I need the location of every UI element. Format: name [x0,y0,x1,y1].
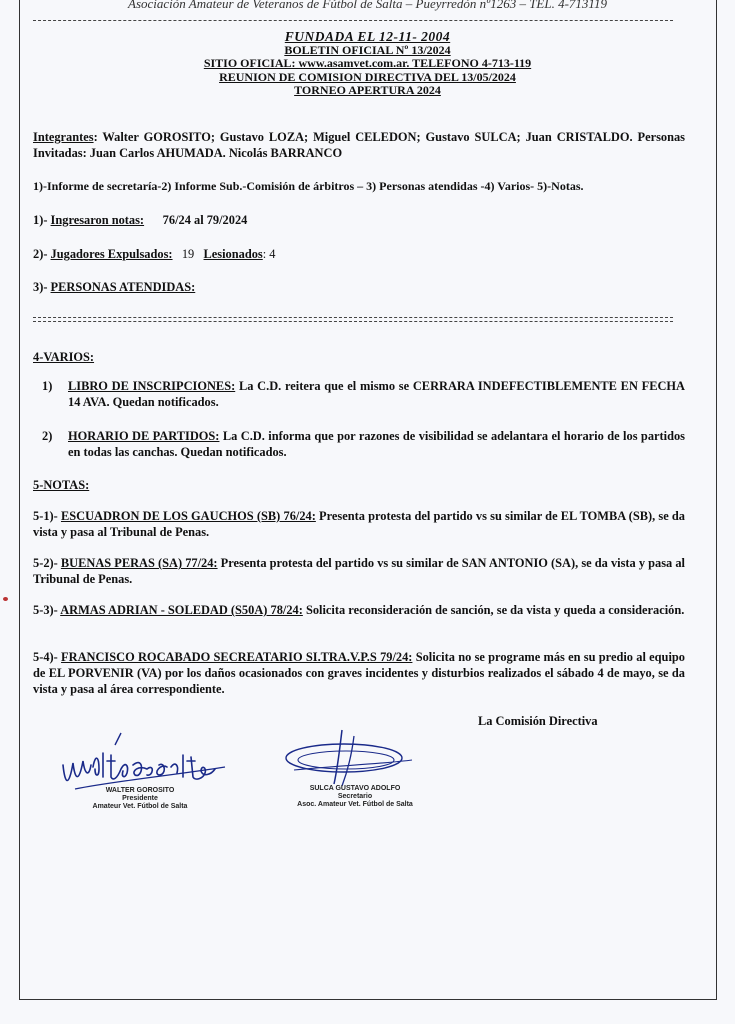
document-header [0,30,735,98]
item-1-label: Ingresaron notas: [50,213,145,227]
nota-5-4-label: FRANCISCO ROCABADO SECREATARIO SI.TRA.V.P.S 79/24: [61,650,413,664]
nota-5-4-text: Solicita no se programe más en su predio al equipo de EL PORVENIR (VA) por los daños ocasionados con graves incidentes y disturbios realizados el sábado 4 de mayo, se da vista y pasa al área correspondiente. [33,650,685,696]
nota-5-1-label: ESCUADRON DE LOS GAUCHOS (SB) 76/24: [60,509,316,523]
official-site: SITIO OFICIAL: www.asamvet.com.ar. TELEFONO 4-713-119 [203,56,532,70]
members-label: Integrantes [33,130,94,144]
signature-right-name: SULCA GUSTAVO ADOLFO [309,785,401,792]
item-2-value: 19 [181,247,195,261]
nota-5-1-prefix: 5-1)- [33,509,61,523]
nota-5-2-prefix: 5-2)- [33,556,61,570]
nota-5-3-prefix: 5-3)- [33,603,61,617]
members-paragraph [33,129,685,161]
section-divider-2 [33,321,673,322]
varios-title [33,349,685,365]
members-text: : Walter GOROSITO; Gustavo LOZA; Miguel CELEDON; Gustavo SULCA; Juan CRISTALDO. Personas Invitadas: Juan Carlos AHUMADA. Nicolás BARRANCO [33,130,685,160]
varios-item-2-label: HORARIO DE PARTIDOS: [68,429,220,443]
item-1-value: 76/24 al 79/2024 [162,213,248,227]
closing-signature-line: La Comisión Directiva [478,714,598,728]
signature-left-role: Presidente [122,795,158,802]
section-divider [33,317,673,318]
item-3 [33,279,685,295]
signature-left-org: Amateur Vet. Fútbol de Salta [92,803,188,810]
signature-sulca-scrawl [282,726,422,788]
founded-date: FUNDADA EL 12-11- 2004 [284,29,451,44]
nota-5-4-prefix: 5-4)- [33,650,62,664]
nota-5-3 [33,602,685,618]
agenda-line: 1)-Informe de secretaría-2) Informe Sub.-Comisión de árbitros – 3) Personas atendidas -4) Varios- 5)-Notas. [33,179,584,193]
item-2 [33,246,685,262]
nota-5-1-text: Presenta protesta del partido vs su similar de EL TOMBA (SB), se da vista y pasa al Tribunal de Penas. [33,509,685,539]
stray-mark [3,597,8,601]
item-2-value-2: : 4 [262,247,276,261]
signature-right-role: Secretario [337,793,373,800]
varios-item-1 [42,378,685,410]
bulletin-number: BOLETIN OFICIAL Nº 13/2024 [284,42,451,57]
nota-5-3-label: ARMAS ADRIAN - SOLEDAD (S50A) 78/24: [60,603,303,617]
item-2-label-2: Lesionados [203,247,263,261]
varios-item-1-label: LIBRO DE INSCRIPCIONES: [68,379,236,393]
nota-5-4 [33,649,685,697]
nota-5-3-text: Solicita reconsideración de sanción, se da vista y queda a consideración. [302,603,685,617]
item-1-prefix: 1)- [33,213,51,227]
item-3-prefix: 3)- [33,280,51,294]
item-1 [33,212,685,228]
varios-item-2-text: La C.D. informa que por razones de visibilidad se adelantara el horario de los partidos en todas las canchas. Quedan notificados. [68,429,685,459]
nota-5-2-label: BUENAS PERAS (SA) 77/24: [60,556,218,570]
signature-right-org: Asoc. Amateur Vet. Fútbol de Salta [297,801,413,808]
item-3-label: PERSONAS ATENDIDAS: [50,280,196,294]
item-2-prefix: 2)- [33,247,51,261]
notas-title-text: 5-NOTAS: [33,478,90,492]
signature-right-caption [290,785,420,809]
association-line: Asociación Amateur de Veteranos de Fútbol de Salta – Pueyrredón nº1263 – TEL. 4-713119 [128,0,607,11]
signature-left-caption [90,787,190,811]
varios-title-text: 4-VARIOS: [33,350,95,364]
nota-5-2 [33,555,685,587]
tournament-title: TORNEO APERTURA 2024 [294,83,441,97]
nota-5-1 [33,508,685,540]
nota-5-2-text: Presenta protesta del partido vs su similar de SAN ANTONIO (SA), se da vista y pasa al Tribunal de Penas. [33,556,685,586]
signature-left-name: WALTER GOROSITO [105,787,175,794]
item-2-label: Jugadores Expulsados: [50,247,173,261]
varios-item-1-text: La C.D. reitera que el mismo se CERRARA INDEFECTIBLEMENTE EN FECHA 14 AVA. Quedan notificados. [68,379,685,409]
meeting-title: REUNION DE COMISION DIRECTIVA DEL 13/05/2024 [219,69,516,84]
varios-item-2-num: 2) [42,429,53,443]
varios-item-2 [42,428,685,460]
notas-title [33,477,685,493]
top-divider [33,20,673,21]
varios-item-1-num: 1) [42,379,53,393]
